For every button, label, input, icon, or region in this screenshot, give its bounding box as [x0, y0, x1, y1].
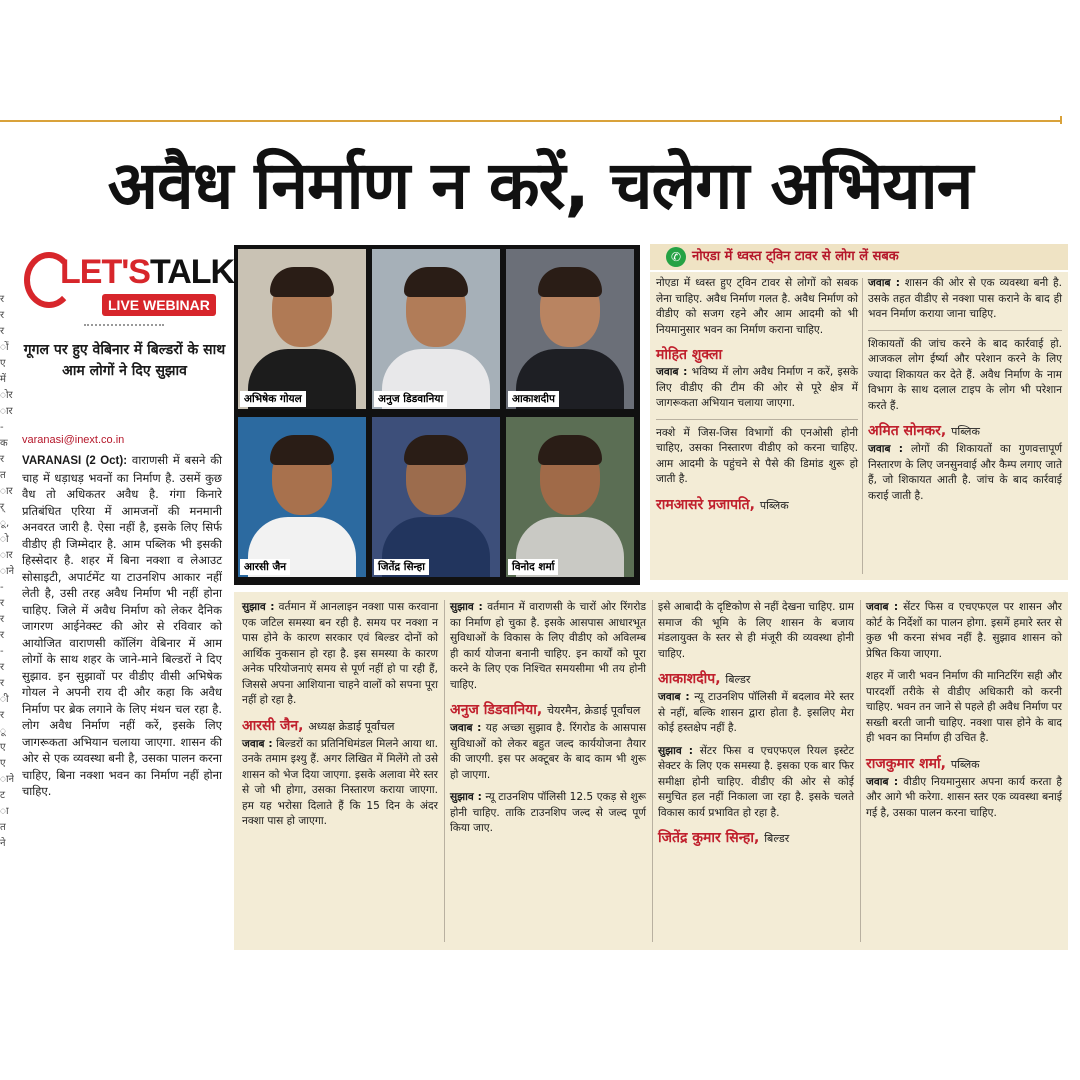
edge-glyph: ए: [0, 358, 6, 369]
person-name: रामआसरे प्रजापति, पब्लिक: [656, 496, 789, 513]
answer: जवाब : बिल्डरों का प्रतिनिधिमंडल मिलने आया था. उनके तमाम इश्यु हैं. अगर लिखित में मिलेंगे तो उसे शासन को भेज दिया जाएगा. इसके अलावा मेरे स्तर से जो भी होगा, उसका निस्तारण कराया जाएगा. हम यह भरोसा दिलाते हैं कि 15 दिन के अंदर नक्शा पास हो जाएगा.: [242, 737, 438, 827]
edge-glyph: ाने: [0, 566, 14, 577]
answer: जवाब : यह अच्छा सुझाव है. रिंगरोड के आसपास सुविधाओं को लेकर बहुत जल्द कार्ययोजना तैयार की जाएगी. इस पर अक्टूबर के बाद काम भी शुरू हो जाएगा.: [450, 722, 647, 781]
photo-tile: [372, 417, 500, 577]
suggestion: सुझाव : वर्तमान में आनलाइन नक्शा पास करवाना एक जटिल समस्या बन रही है. समय पर नक्शा न पास होने के कारण सरकार एवं बिल्डर दोनों को आर्थिक नुकसान हो रहा है. इस समस्या के कारण अनेक परियोजनाएं समय से पूर्ण नहीं हो पा रही हैं, जिससे अपना आशियाना चाहने वालों को सपना पूरा नहीं हो रहा है.: [242, 601, 438, 706]
intro-deck: गूगल पर हुए वेबिनार में बिल्डरों के साथ आम लोगों ने दिए सुझाव: [23, 342, 226, 379]
edge-glyph: ों: [0, 342, 9, 353]
photo-tile: [506, 249, 634, 409]
paragraph: नोएडा में ध्वस्त हुए ट्विन टावर से लोगों को सबक लेना चाहिए. अवैध निर्माण गलत है. अवैध निर्माण को वीडीए को सजग रहने और आम आदमी को भी नियमानुसार भवन का निर्माण कराना चाहिए.: [656, 277, 858, 336]
top-rule: [0, 120, 1062, 122]
paragraph: शिकायतों की जांच करने के बाद कार्रवाई हो. आजकल लोग ईर्ष्या और परेशान करने के लिए ज्यादा शिकायत कर देते हैं. अवैध निर्माण के नाम विभाग के साथ दलाल टाइप के लोग भी परेशान करते हैं.: [868, 337, 1062, 412]
photo-tile: [238, 249, 366, 409]
answer: जवाब : वीडीए नियमानुसार अपना कार्य करता है और आगे भी करेगा. शासन स्तर एक व्यवस्था बनाई गई है, उसका पालन करना चाहिए.: [866, 775, 1062, 819]
paragraph: नक्शे में जिस-जिस विभागों की एनओसी होनी चाहिए, उसका निस्तारण वीडीए को करना चाहिए. आम आदमी के पहुंचने से पैसे की डिमांड शुरू हो जाती है.: [656, 426, 858, 485]
right-panel-col-2: [868, 276, 1062, 511]
edge-glyph: ा: [0, 806, 9, 817]
lets-talk-title: LET'STALK: [60, 253, 235, 291]
bottom-col-4: [866, 600, 1062, 828]
photo-tile: [238, 417, 366, 577]
person-name: मोहित शुक्ला: [656, 347, 723, 363]
reporter-email[interactable]: varanasi@inext.co.in: [22, 434, 125, 446]
answer: जवाब : लोगों की शिकायतों का गुणवत्तापूर्ण निस्तारण के लिए जनसुनवाई और कैम्प लगाए जाते हैं, जो शिकायत आती है. जांच के बाद कार्रवाई कराई जाती है.: [868, 443, 1062, 502]
edge-glyph: ट: [0, 790, 6, 801]
person-name: आकाशदीप, बिल्डर: [658, 671, 751, 687]
edge-glyph: र: [0, 710, 5, 721]
person-name: आरसी जैन, अध्यक्ष क्रेडाई पूर्वांचल: [242, 717, 395, 734]
person-name: राजकुमार शर्मा, पब्लिक: [866, 755, 980, 772]
column-divider: [860, 600, 861, 942]
answer: जवाब : भविष्य में लोग अवैध निर्माण न करें, इसके लिए वीडीए की टीम की ओर से पूरे क्षेत्र में जागरूकता अभियान चलाया जाएगा.: [656, 366, 858, 409]
edge-glyph: ी: [0, 694, 9, 705]
edge-glyph: त: [0, 470, 6, 481]
edge-glyph: क: [0, 438, 8, 449]
portrait-hair: [270, 435, 334, 465]
edge-glyph: र: [0, 598, 5, 609]
column-divider: [652, 600, 653, 942]
photo-caption: विनोद शर्मा: [508, 559, 558, 575]
photo-tile: [372, 249, 500, 409]
photo-caption: आकाशदीप: [508, 391, 559, 407]
edge-glyph: ू,: [0, 518, 10, 529]
edge-glyph: ार: [0, 486, 13, 497]
whatsapp-icon: ✆: [666, 247, 686, 267]
right-panel-title: नोएडा में ध्वस्त ट्विन टावर से लोग लें सबक: [692, 249, 899, 264]
divider: [868, 330, 1062, 331]
edge-glyph: र: [0, 310, 5, 321]
intro-divider: [84, 324, 164, 326]
live-webinar-badge: LIVE WEBINAR: [102, 294, 216, 316]
bottom-col-2: [450, 600, 646, 844]
answer: जवाब : सेंटर फिस व एचएफएल पर शासन और कोर्ट के निर्देशों का पालन होगा. इसमें हमारे स्तर से कुछ भी करना संभव नहीं है. सुझाव शासन को प्रेषित किया जाएगा.: [866, 601, 1062, 660]
edge-glyph: ार: [0, 550, 13, 561]
edge-glyph: र्: [0, 502, 5, 513]
right-panel-col-1: [656, 276, 858, 516]
person-name: जितेंद्र कुमार सिन्हा, बिल्डर: [658, 830, 790, 846]
edge-glyph: ने: [0, 838, 6, 849]
paragraph: शहर में जारी भवन निर्माण की मानिटरिंग सही और पारदर्शी तरीके से वीडीए अधिकारी को करनी चाहिए. भवन तन जाने से पहले ही अवैध निर्माण पर सख्ती बरती जानी चाहिए. नक्शा पास होने के बाद ही भवन का निर्माण ही उचित है.: [866, 670, 1062, 744]
lets-talk-logo: [24, 250, 235, 322]
portrait-hair: [538, 435, 602, 465]
edge-glyph: र: [0, 326, 5, 337]
edge-glyph: र: [0, 630, 5, 641]
bottom-col-1: [242, 600, 438, 837]
bottom-col-3: [658, 600, 854, 849]
column-divider: [862, 278, 863, 574]
portrait-hair: [404, 267, 468, 297]
main-story: [22, 452, 222, 800]
cropped-column-edge: [0, 292, 14, 852]
person-name: अनुज डिडवानिया, चेयरमैन, क्रेडाई पूर्वांचल: [450, 702, 641, 718]
edge-glyph: में: [0, 374, 6, 385]
column-divider: [444, 600, 445, 942]
edge-glyph: र: [0, 454, 5, 465]
edge-glyph: ो: [0, 534, 9, 545]
right-panel-header: [650, 244, 1068, 270]
answer: जवाब : शासन की ओर से एक व्यवस्था बनी है. उसके तहत वीडीए से नक्शा पास कराने के बाद ही भवन निर्माण कराया जाना चाहिए.: [868, 277, 1062, 320]
edge-glyph: -: [0, 582, 4, 593]
edge-glyph: ार: [0, 406, 13, 417]
answer: जवाब : न्यू टाउनशिप पॉलिसी में बदलाव मेरे स्तर से नहीं, बल्कि शासन द्वारा होता है. इसलिए मेरा कोई हस्तक्षेप नहीं है.: [658, 691, 854, 734]
suggestion: सुझाव : सेंटर फिस व एचएफएल रियल इस्टेट सेक्टर के लिए एक समस्या है. इसका एक बार फिर समीक्षा होनी चाहिए. वीडीए की ओर से कोई समुचित हल नहीं निकाला जा रहा है. इसके चलते विकास कार्य प्रभावित हो रहा है.: [658, 744, 854, 819]
edge-glyph: ए: [0, 742, 6, 753]
story-text: वाराणसी में बसने की चाह में धड़ाधड़ भवनों का निर्माण है. उसमें कुछ वैध तो अधिकतर अवैध है. गंगा किनारे प्रतिबंधित एरिया में आमजनों की मनमानी अनवरत जारी है. ऐसा नहीं है, इसके लिए सिर्फ वीडीए ही जिम्मेदार है. आम पब्लिक भी इसकी हिस्सेदार है. शहर में बिना नक्शा व लेआउट सोसाइटी, अपार्टमेंट या टाउनशिप आकार नहीं लेती है, उसी तरह अवैध निर्माण भी नहीं होना चाहिए. जिले में अवैध निर्माण को लेकर दैनिक जागरण आईनेक्स्ट की ओर से रविवार को आयोजित वाराणसी कॉलिंग वेबिनार में आम लोगों के साथ शहर के जाने-माने बिल्डरों ने दिए सुझाव. इन सुझावों पर वीडीए वीसी अभिषेक गोयल ने अपनी राय दी और कहा कि अवैध निर्माण पर ब्रेक लगाने के लिए मंथन चल रहा है. लोग अवैध निर्माण नहीं करें, इसके लिए जागरूकता अभियान चलाया जाएगा. शासन की ओर से एक व्यवस्था बनी है, उसका पालन करना चाहिए, बिना नक्शा भवन का निर्माण नहीं होना चाहिए.: [22, 453, 223, 798]
portrait-hair: [538, 267, 602, 297]
photo-caption: जितेंद्र सिन्हा: [374, 559, 429, 575]
edge-glyph: त: [0, 822, 6, 833]
edge-glyph: ए: [0, 758, 6, 769]
photo-caption: अभिषेक गोयल: [240, 391, 306, 407]
photo-grid: [234, 245, 640, 585]
edge-glyph: -: [0, 646, 4, 657]
edge-glyph: ोर: [0, 390, 13, 401]
suggestion: सुझाव : न्यू टाउनशिप पॉलिसी 12.5 एकड़ से शुरू होनी चाहिए. ताकि टाउनशिप जल्द से जल्द पूर्ण किया जाए.: [450, 791, 646, 834]
right-panel: [650, 272, 1068, 580]
headline: अवैध निर्माण न करें, चलेगा अभियान: [107, 147, 973, 224]
edge-glyph: र: [0, 662, 5, 673]
edge-glyph: र: [0, 294, 5, 305]
edge-glyph: ाने: [0, 774, 14, 785]
suggestion: सुझाव : वर्तमान में वाराणसी के चारों ओर रिंगरोड का निर्माण हो चुका है. इसके आसपास आधारभूत सुविधाओं के विकास के लिए वीडीए को अविलम्ब ही कार्य योजना बनानी चाहिए. इन कार्यों को पूरा करने के लिए एक निश्चित समयसीमा भी तय होनी चाहिए.: [450, 601, 646, 691]
edge-glyph: -: [0, 422, 4, 433]
photo-tile: [506, 417, 634, 577]
photo-caption: आरसी जैन: [240, 559, 290, 575]
photo-caption: अनुज डिडवानिया: [374, 391, 447, 407]
bottom-panel: [234, 592, 1068, 950]
dateline: VARANASI (2 Oct):: [22, 455, 128, 467]
suggestion-continued: इसे आबादी के दृष्टिकोण से नहीं देखना चाहिए. ग्राम समाज की भूमि के लिए शासन के बजाय मंडलायुक्त के स्तर से ही मंजूरी की व्यवस्था होनी चाहिए.: [658, 601, 854, 660]
top-rule-end: [1060, 116, 1062, 124]
edge-glyph: र: [0, 614, 5, 625]
divider: [656, 419, 858, 420]
portrait-hair: [404, 435, 468, 465]
person-name: अमित सोनकर, पब्लिक: [868, 423, 980, 439]
portrait-hair: [270, 267, 334, 297]
edge-glyph: ू: [0, 726, 6, 737]
edge-glyph: र: [0, 678, 5, 689]
